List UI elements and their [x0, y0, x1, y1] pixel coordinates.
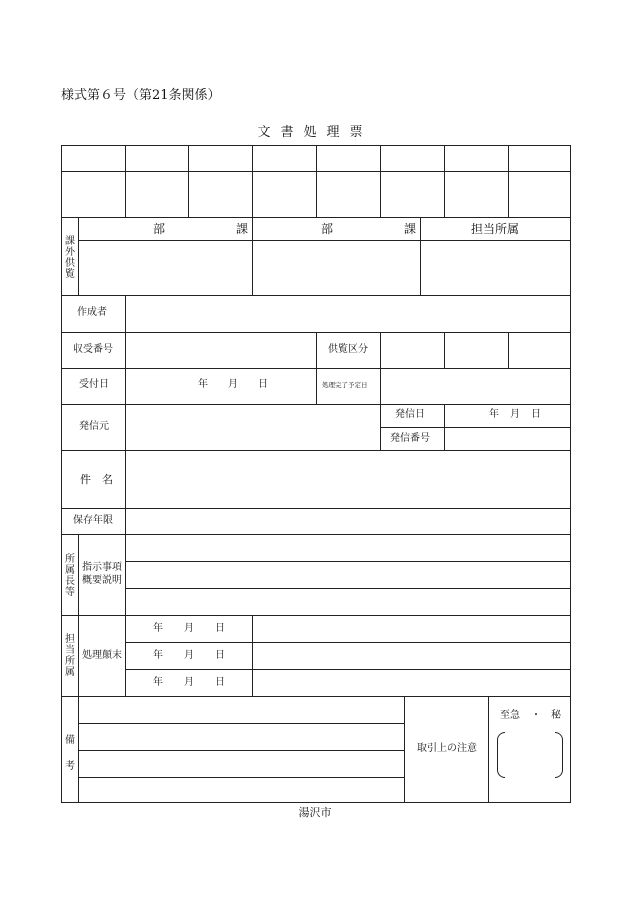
tenmatsu-year-3: 年 [153, 677, 163, 688]
grid-line [62, 295, 570, 296]
hasshinmoto-label: 発信元 [79, 421, 109, 432]
hasshin-bango-label: 発信番号 [390, 433, 430, 444]
grid-line [380, 146, 381, 217]
grid-line [380, 332, 381, 368]
document-processing-form [61, 145, 571, 803]
tenmatsu-month-1: 月 [184, 623, 194, 634]
tenmatsu-day-1: 日 [215, 623, 225, 634]
grid-line [78, 723, 404, 724]
tenmatsu-month-2: 月 [184, 650, 194, 661]
grid-line [125, 450, 126, 508]
hasshinbi-year: 年 [489, 409, 499, 420]
hasshinbi-day: 日 [531, 409, 541, 420]
grid-line [78, 615, 79, 696]
grid-line [125, 534, 126, 615]
kyoran-kubun-label: 供覧区分 [328, 344, 368, 355]
tenmatsu-year-1: 年 [153, 623, 163, 634]
grid-line [62, 217, 570, 218]
grid-line [188, 146, 189, 217]
grid-line [316, 146, 317, 217]
uketsukebi-year: 年 [198, 379, 208, 390]
shozokucho-label: 所属長等 [65, 554, 75, 598]
grid-line [62, 508, 570, 509]
shori-tenmatsu-label: 処理顛末 [82, 650, 122, 661]
uketsukebi-month: 月 [228, 379, 238, 390]
right-bracket-icon [555, 732, 563, 778]
grid-line [125, 615, 126, 696]
grid-line [78, 534, 79, 615]
tenmatsu-day-3: 日 [215, 677, 225, 688]
grid-line [252, 217, 253, 295]
tanto-shozoku-vertical-label: 担当所属 [65, 634, 75, 678]
sakuseisha-label: 作成者 [77, 307, 107, 318]
grid-line [125, 508, 126, 534]
grid-line [444, 332, 445, 368]
grid-line [404, 696, 405, 803]
grid-line [62, 615, 570, 616]
ka-label-2: 課 [404, 222, 417, 236]
separator-dot: ・ [531, 710, 541, 721]
grid-line [252, 615, 253, 696]
bu-label-1: 部 [153, 222, 166, 236]
issuer-name: 湯沢市 [298, 806, 332, 819]
grid-line [488, 696, 489, 803]
jukyu-bango-label: 収受番号 [73, 344, 113, 355]
left-bracket-icon [497, 732, 505, 778]
grid-line [380, 368, 381, 404]
grid-line [125, 146, 126, 217]
grid-line [62, 450, 570, 451]
grid-line [316, 368, 317, 404]
grid-line [78, 217, 79, 295]
grid-line [62, 696, 570, 697]
grid-line [78, 777, 404, 778]
tanto-shozoku-label: 担当所属 [471, 222, 520, 236]
form-number: 様式第６号（第21条関係） [61, 88, 221, 103]
kenmei-label: 件 名 [80, 473, 113, 486]
toriatsukai-label: 取引上の注意 [417, 743, 477, 754]
grid-line [444, 146, 445, 217]
grid-line [252, 146, 253, 217]
shikyu-label: 至急 [500, 710, 520, 721]
tenmatsu-year-2: 年 [153, 650, 163, 661]
grid-line [125, 642, 570, 643]
grid-line [62, 404, 570, 405]
tenmatsu-day-2: 日 [215, 650, 225, 661]
grid-line [380, 427, 570, 428]
grid-line [125, 588, 570, 589]
shori-kanryo-label: 処理完了予定日 [322, 381, 368, 389]
grid-line [508, 332, 509, 368]
grid-line [62, 534, 570, 535]
uketsukebi-label: 受付日 [79, 379, 109, 390]
page-title: 文書処理票 [257, 125, 373, 140]
bu-label-2: 部 [321, 222, 334, 236]
grid-line [125, 561, 570, 562]
hasshinbi-label: 発信日 [395, 409, 425, 420]
hi-label: 秘 [551, 710, 561, 721]
hozon-nengen-label: 保存年限 [73, 515, 113, 526]
kagai-kyoran-label: 課外供覧 [65, 236, 75, 280]
uketsukebi-day: 日 [258, 379, 268, 390]
grid-line [508, 146, 509, 217]
hasshinbi-month: 月 [510, 409, 520, 420]
grid-line [78, 750, 404, 751]
grid-line [316, 332, 317, 368]
ka-label-1: 課 [236, 222, 249, 236]
grid-line [420, 217, 421, 295]
tenmatsu-month-3: 月 [184, 677, 194, 688]
gaiyo-setsumei-label: 概要説明 [82, 575, 122, 586]
grid-line [125, 669, 570, 670]
grid-line [78, 240, 570, 241]
biko-label: 備考 [65, 735, 75, 772]
shiji-jiko-label: 指示事項 [82, 562, 122, 573]
